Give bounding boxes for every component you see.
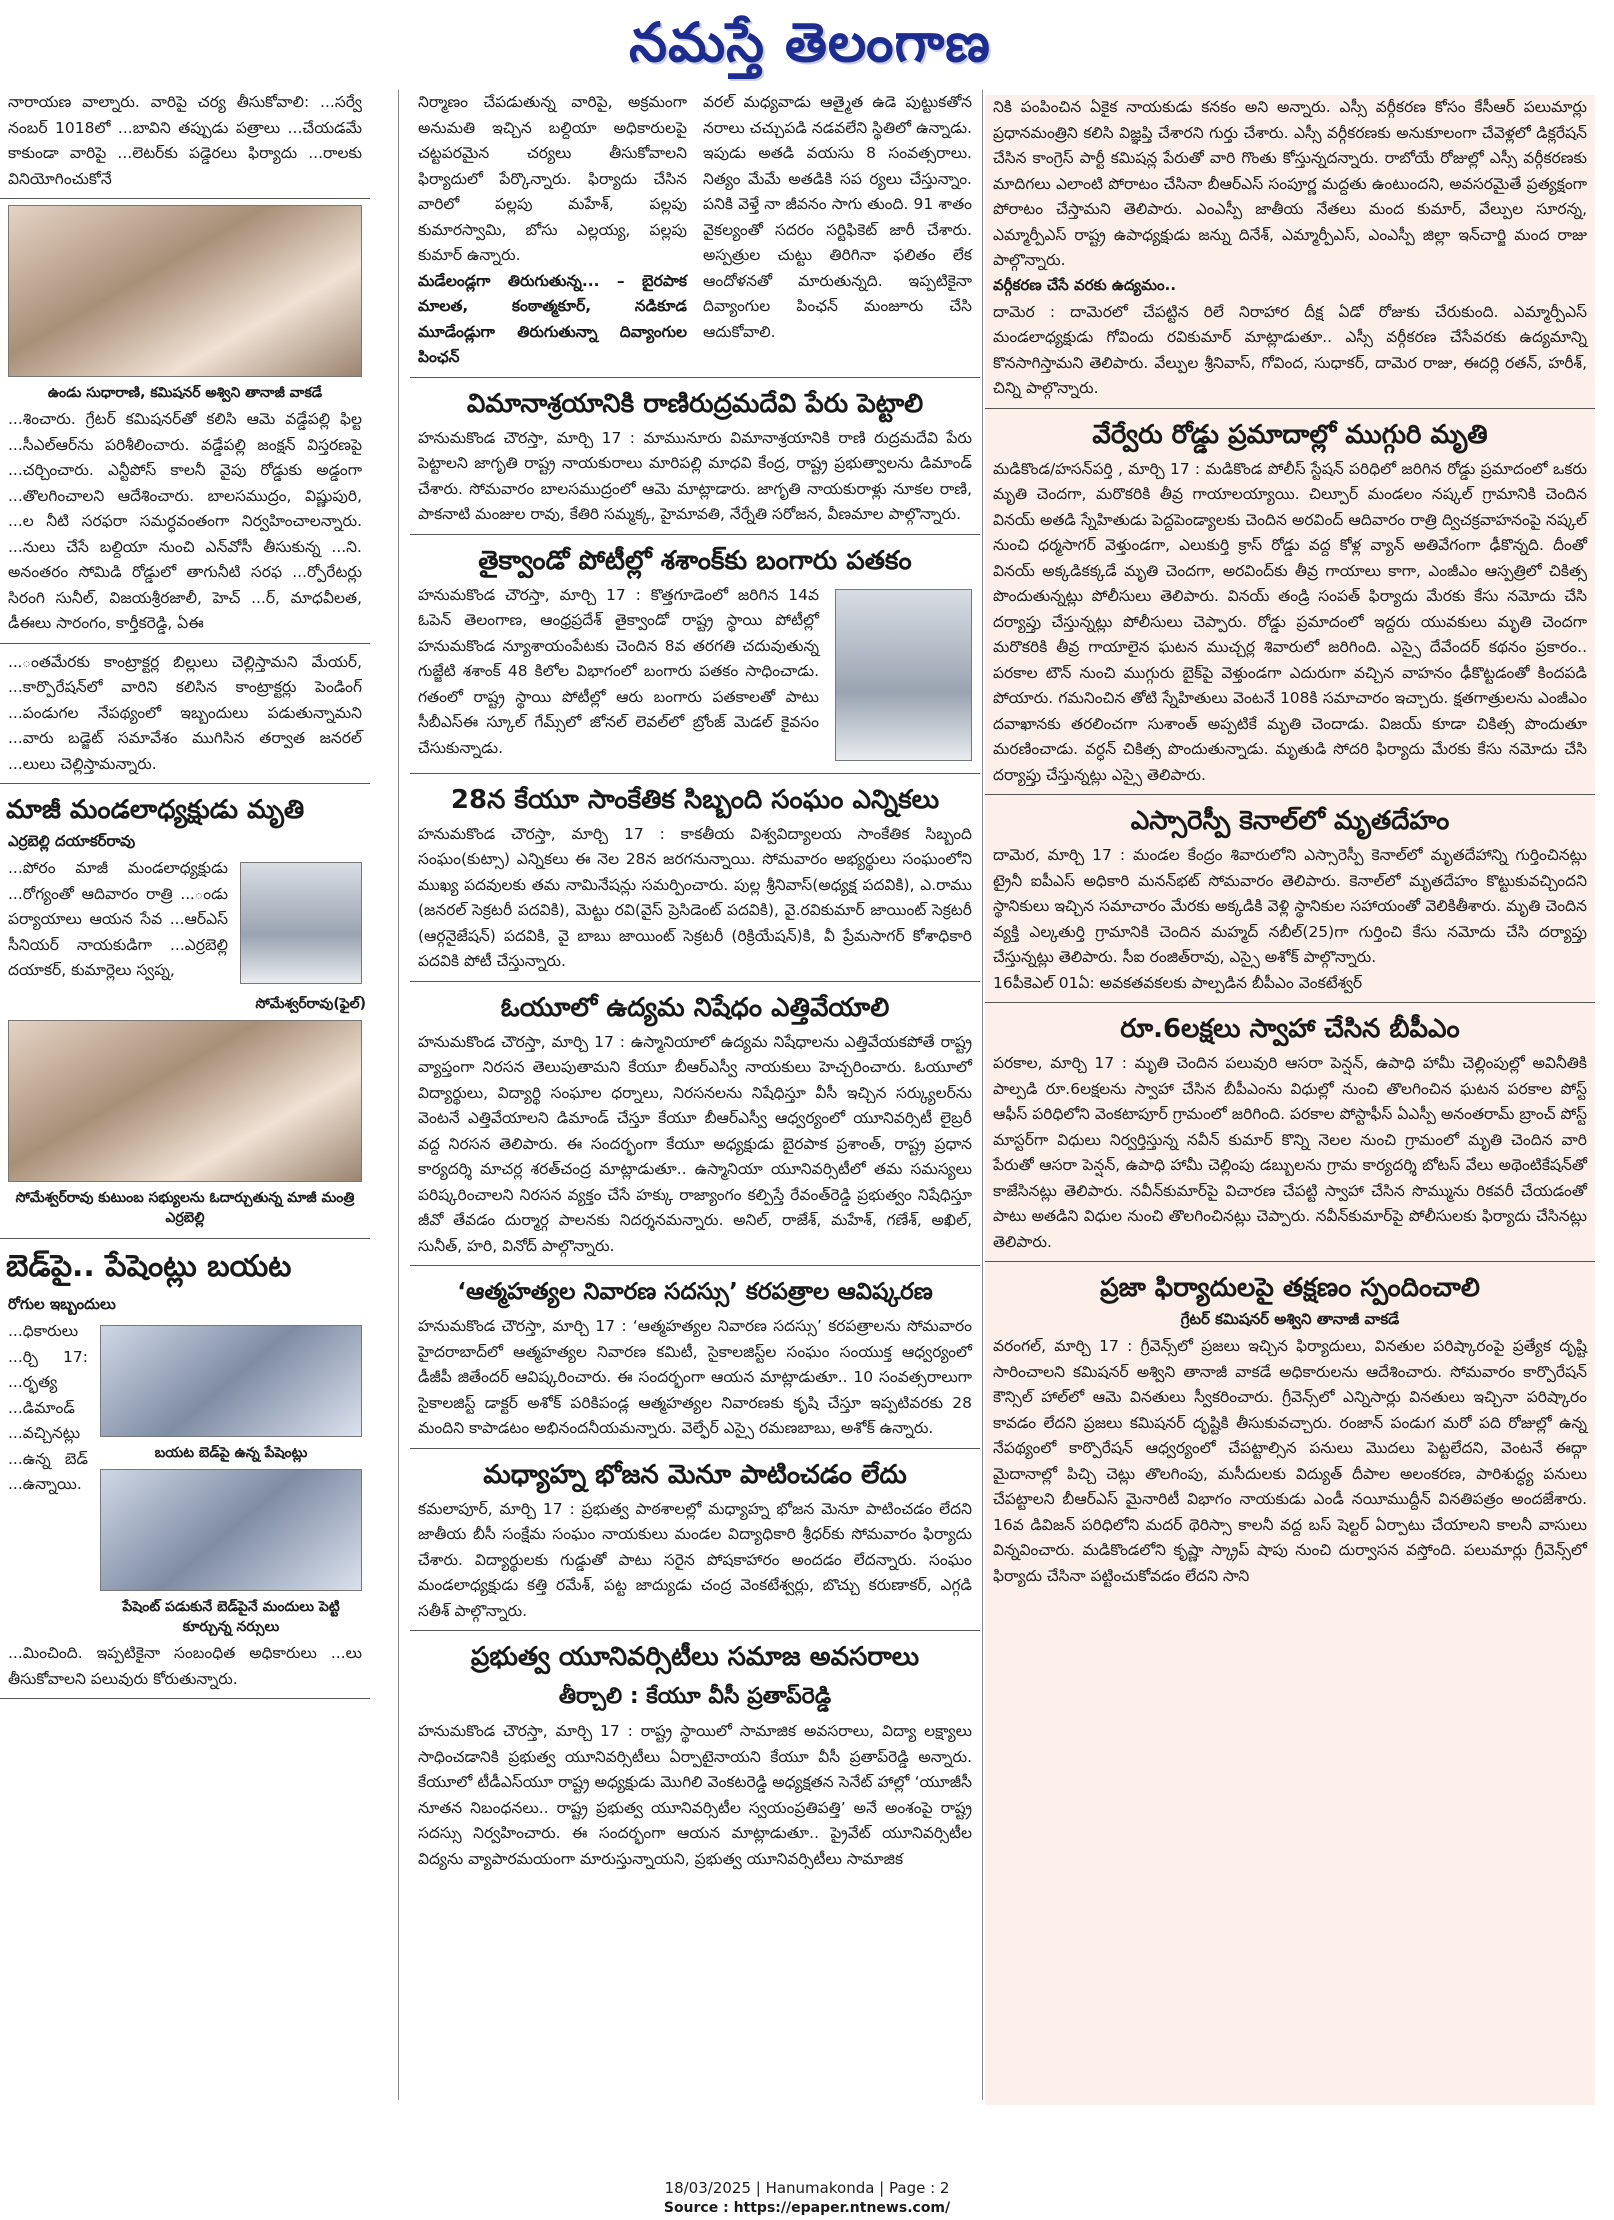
photo-caption: సోమేశ్వర్‌రావు కుటుంబ సభ్యులను ఓదార్చుతున్న మాజీ మంత్రి ఎర్రబెల్లి <box>15 1190 355 1226</box>
article-text: మడేలండ్లగా తిరుగుతున్న... – బైరపాక మాలత, కంఠాత్మకూర్, నడికూడ మూడేండ్లుగా తిరుగుతున్నా దివ్యాంగుల పింఛన్ <box>418 271 687 366</box>
story-fragment <box>0 407 370 644</box>
article-text: పరకాల, మార్చి 17 : మృతి చెందిన పలువురి ఆసరా పెన్షన్, ఉపాధి హామీ చెల్లింపుల్లో అవినీతికి పాల్పడి రూ.6లక్షలను స్వాహా చేసిన బీపీఎంను విధుల్లో నుంచి తొలగించిన ఘటన పరకాల పోస్ట్ ఆఫీస్ పరిధిలోని వెంకటాపూర్ గ్రామంలో జరిగింది. పరకాల పోస్టాఫీస్ ఏఎస్పీ అనంతరామ్ బ్రాంచ్ పోస్ట్ మాస్టర్‌గా విధులు నిర్వర్తిస్తున్న నవీన్ కుమార్ కొన్ని నెలల నుంచి గ్రామంలో మృతి చెందిన వారి పేరుతో ఆసరా పెన్షన్, ఉపాధి హామీ చెల్లింపు డబ్బులను గ్రామ కార్యదర్శి బోటస్ వేలు అథెంటికేషన్‌తో కాజేసినట్లు తెలిపారు. నవీన్‌కుమార్‌పై విచారణ చేపట్టి స్వాహా చేసిన సొమ్మును రికవరీ చేయడంతో పాటు అతడిని విధుల నుంచి తొలగించినట్లు చెప్పారు. నవీన్‌కుమార్‌పై పోలీసులకు ఫిర్యాదు చేసినట్లు తెలిపారు. <box>993 1054 1587 1251</box>
headline: ప్రభుత్వ యూనివర్సిటీలు సమాజ అవసరాలు <box>470 1642 920 1672</box>
edition-info: 18/03/2025 | Hanumakonda | Page : 2 <box>664 2179 950 2197</box>
article-text: ...ధికారులు ...ర్చి 17: ...ర్భత్య ...డిమాండ్ ...వచ్చినట్లు ...ఉన్న బెడ్ ...ఉన్నాయి. <box>8 1322 88 1493</box>
article-text: ...పోరం మాజీ మండలాధ్యక్షుడు ...రోగ్యంతో ఆదివారం రాత్రి ...ండు పర్యాయాలు ఆయన సేవ ...ఆర్‌ఎస్ సీనియర్ నాయకుడిగా ...ఎర్రబెల్లి దయాకర్, కుమార్లెలు స్వప్న, <box>8 859 228 979</box>
family-photo <box>8 1020 362 1182</box>
story-sc-categorization <box>985 95 1595 409</box>
hospital-ward-photo <box>100 1325 362 1437</box>
article-text: ...ంతమేరకు కాంట్రాక్టర్ల బిల్లులు చెల్లిస్తామని మేయర్, ...కార్పొరేషన్‌లో వారిని కలిసిన కాంట్రాక్టర్లు పెండింగ్ ...పండుగల నేపథ్యంలో ఇబ్బందులు పడుతున్నామని ...వారు బడ్జెట్ సమావేశం ముగిసిన తర్వాత జనరల్ ...లులు చెల్లిస్తామన్నారు. <box>8 652 362 773</box>
story-fragment <box>0 90 370 199</box>
article-text: ...శించారు. గ్రేటర్ కమిషనర్‌తో కలిసి ఆమె వడ్డేపల్లి ఫిల్ట ...సీఎల్‌ఆర్‌ను పరిశీలించారు. వడ్డేపల్లి జంక్షన్ విస్తరణపై ...చర్చించారు. ఎన్టీపోస్ కాలనీ వైపు రోడ్డుకు అడ్డంగా ...తొలగించాలని ఆదేశించారు. బాలసముద్రం, విష్ణుపురి, ...ల నీటి సరఫరా సమర్ధవంతంగా నిర్వహించాలన్నారు. ...నులు చేసే బల్దియా నుంచి ఎన్‌వోసీ తీసుకున్న ...ని. అనంతరం సోమిడి రోడ్డులో తాగునీటి సరఫ ...ర్పోరేటర్లు సిరంగి సునీల్, విజయశ్రీరజాలీ, హెచ్ ...ర్, మాధవీలత, డీఈలు సారంగం, కార్తీకరెడ్డి, ఏఈ <box>8 410 362 632</box>
headline: బెడ్‌పై.. పేషెంట్లు బయట <box>6 1249 292 1284</box>
article-text: హనుమకొండ చౌరస్తా, మార్చి 17 : రాష్ట్ర స్థాయిలో సామాజిక అవసరాలు, విద్యా లక్ష్యాలు సాధించడానికి ప్రభుత్వ యూనివర్సిటీలు ఏర్పాటైనాయని కేయూ వీసీ ప్రతాప్‌రెడ్డి అన్నారు. కేయూలో టీడీఎస్‌యూ రాష్ట్ర అధ్యక్షుడు మొగిలి వెంకటరెడ్డి అధ్యక్షతన సెనేట్ హాల్లో ‘యూజీసీ నూతన నిబంధనలు.. రాష్ట్ర ప్రభుత్వ యూనివర్సిటీల స్వయంప్రతిపత్తి’ అనే అంశంపై రాష్ట్ర సదస్సు నిర్వహించారు. ఈ సందర్భంగా ఆయన మాట్లాడుతూ.. ప్రైవేట్ యూనివర్సిటీల విద్యను వ్యాపారమయంగా మారుస్తున్నాయని, ప్రభుత్వ యూనివర్సిటీలు సామాజిక <box>418 1722 972 1868</box>
story-canal-body <box>985 803 1595 1003</box>
story-bpm-fraud <box>985 1011 1595 1262</box>
headline: ఓయూలో ఉద్యమ నిషేధం ఎత్తివేయాలి <box>500 992 890 1023</box>
portrait-photo <box>240 862 362 984</box>
article-text: వరల్ మధ్యవాడు ఆత్మైత ఉడె పుట్టుకతోన నరాలు చచ్చుపడి నడవలేని స్థితిలో ఉన్నాడు. ఇపుడు అతడి వయసు 8 సంవత్సరాలు. నిత్యం మేమే అతడికి సప ర్యలు చేస్తున్నాం. పనికి వెళ్తే నా జీవనం సాగు తుంది. 91 శాతం వైకల్యంతో సదరం సర్టిఫికెట్ జారీ చేశారు. అస్పత్రుల చుట్టు తిరిగినా ఫలితం లేక ఆందోళనతో మారుతున్నది. ఇప్పటికైనా దివ్యాంగుల పింఛన్ మంజూరు చేసి ఆదుకోవాలి. <box>703 93 972 341</box>
story-ou-protest <box>410 990 980 1267</box>
article-text: వరంగల్, మార్చి 17 : గ్రీవెన్స్‌లో ప్రజలు ఇచ్చిన ఫిర్యాదులు, వినతుల పరిష్కారంపై ప్రత్యేక దృష్టి సారించాలని కమిషనర్ అశ్విని తానాజీ వాకడే అధికారులను ఆదేశించారు. సోమవారం కార్పొరేషన్ కౌన్సిల్ హాల్‌లో ఆమె వినతులు స్వీకరించారు. గ్రీవెన్స్‌లో ఎన్నిసార్లు వినతులు ఇచ్చినా పరిష్కారం కావడం లేదని ప్రజలు కమిషనర్ దృష్టికి తీసుకువచ్చారు. రంజాన్ పండుగ మరో పది రోజుల్లో ఉన్న నేపథ్యంలో కార్పొరేషన్ ఆధ్వర్యంలో చేపట్టాల్సిన పనులు మొదలు పెట్టలేదని, వెంటనే ఈద్గా మైదానాల్లో పిచ్చి చెట్లు తొలగింపు, మసీదులకు విద్యుత్ దీపాల అలంకరణ, పారిశుద్ధ్య పనులు చేపట్టాలని బీఆర్‌ఎస్ మైనారిటీ విభాగం నాయకుడు ఎండీ నయీముద్దీన్ వినతిపత్రం అందజేశారు. 16వ డివిజన్ పరిధిలోని మదర్ థెరిస్సా కాలనీ వద్ద బస్ షెల్టర్ ఏర్పాటు చేయాలని కాలనీ వాసులు విన్నవించారు. మడికొండలోని కృష్ణా స్క్రాప్ షాపు నుంచి దుర్వాసన వస్తోంది. పలుమార్లు గ్రీవెన్స్‌లో ఫిర్యాదు చేసినా పట్టించుకోవడం లేదని సాని <box>993 1337 1587 1585</box>
story-fragment <box>410 90 980 378</box>
headline: 28న కేయూ సాంకేతిక సిబ్బంది సంఘం ఎన్నికలు <box>450 784 940 815</box>
athlete-photo <box>835 589 972 761</box>
article-text: హనుమకొండ చౌరస్తా, మార్చి 17 : మామునూరు విమానాశ్రయానికి రాణి రుద్రమదేవి పేరు పెట్టాలని జాగృతి రాష్ట్ర నాయకురాలు మారిపల్లి మాధవి కేంద్ర, రాష్ట్ర ప్రభుత్వాలను డిమాండ్ చేశారు. సోమవారం బాలసముద్రంలో ఆమె మాట్లాడారు. జాగృతి నాయకురాళ్లు నూకల రాణి, పాకనాటి మంజుల రావు, కేతిరి సమ్మక్క, హైమావతి, నేర్నేతి సరోజన, వీణమాల పాల్గొన్నారు. <box>418 428 972 523</box>
left-column <box>0 90 370 2110</box>
photo-caption: సోమేశ్వర్‌రావు(ఫైల్) <box>255 996 366 1012</box>
photo-caption: ఉండు సుధారాణి, కమిషనర్ అశ్విని తానాజీ వాకడే <box>47 385 323 401</box>
article-text: నికి పంపించిన ఏకైక నాయకుడు కనకం అని అన్నారు. ఎస్సీ వర్గీకరణ కోసం కేసీఆర్ పలుమార్లు ప్రధానమంత్రిని కలిసి విజ్ఞప్తి చేశారని గుర్తు చేశారు. ఎస్సీ వర్గీకరణకు అనుకూలంగా చేవెళ్లలో డిక్లరేషన్ చేసిన కాంగ్రెస్ పార్టీ కమిషన్ల పేరుతో వారి గొంతు కోస్తున్నదన్నారు. రాబోయే రోజుల్లో ఎస్సీ వర్గీకరణకు మాదిగలు ఎలాంటి పోరాటం చేసినా బీఆర్‌ఎస్ సంపూర్ణ మద్దతు ఉంటుందని, అవసరమైతే ప్రత్యక్షంగా పోరాటం చేస్తామని తెలిపారు. ఎంఎస్పీ జాతీయ నేతలు మంద కుమార్, వేల్పుల సూరన్న, ఎమ్మార్పీఎస్ రాష్ట్ర ఉపాధ్యక్షుడు జన్ను దినేశ్, ఎమ్మార్పీఎస్, ఎంఎస్పీ జిల్లా ఇన్‌చార్జి మంద రాజు పాల్గొన్నారు. <box>993 98 1587 269</box>
masthead-logo: నమస్తే తెలంగాణ <box>629 10 991 74</box>
story-fragment <box>0 650 370 785</box>
article-text: ...మించింది. ఇప్పటికైనా సంబంధిత అధికారులు ...లు తీసుకోవాలని పలువురు కోరుతున్నారు. <box>8 1644 362 1688</box>
headline: మాజీ మండలాధ్యక్షుడు మృతి <box>6 795 305 825</box>
headline: ‘ఆత్మహత్యల నివారణ సదస్సు’ కరపత్రాల ఆవిష్కరణ <box>457 1279 933 1305</box>
subheadline: రోగుల ఇబ్బందులు <box>8 1295 116 1313</box>
middle-column <box>410 90 980 2110</box>
story-taekwondo <box>410 543 980 774</box>
subheadline: వర్గీకరణ చేసే వరకు ఉద్యమం.. <box>993 275 1177 294</box>
story-suicide-prevention <box>410 1274 980 1449</box>
story-hospital-beds <box>0 1247 370 1699</box>
byline: గ్రేటర్ కమిషనర్ అశ్విని తానాజీ వాకడే <box>1180 1310 1400 1328</box>
meeting-photo <box>8 205 362 377</box>
headline: వేర్వేరు రోడ్డు ప్రమాదాల్లో ముగ్గురి మృతి <box>1092 419 1488 450</box>
headline: మధ్యాహ్న భోజన మెనూ పాటించడం లేదు <box>483 1459 907 1490</box>
article-text: మడికొండ/హసన్‌పర్తి , మార్చి 17 : మడికొండ పోలీస్ స్టేషన్ పరిధిలో జరిగిన రోడ్డు ప్రమాదంలో ఒకరు మృతి చెందగా, మరొకరికి తీవ్ర గాయాలయ్యాయి. చిల్పూర్ మండలం నష్కల్ గ్రామానికి చెందిన వినయ్ అతడి స్నేహితుడు పెద్దపెండ్యాలకు చెందిన అరవింద్ ఆదివారం రాత్రి ద్విచక్రవాహనంపై నష్కల్ నుంచి ధర్మసాగర్ వెళ్తుండగా, ఎలుకుర్తి క్రాస్ రోడ్డు వద్ద కోళ్ల వ్యాన్ అతివేగంగా ఢీకొన్నది. దీంతో వినయ్ అక్కడికక్కడే మృతి చెందగా, అరవింద్‌కు తీవ్ర గాయాలు కాగా, ఎంజీఎం ఆస్పత్రిలో చికిత్స పొందుతున్నట్లు పోలీసులు తెలిపారు. వినయ్ తండ్రి సంపత్ ఫిర్యాదు మేరకు కేసు నమోదు చేసి దర్యాప్తు చేస్తున్నట్లు పోలీసులు చెప్పారు. రోడ్డు ప్రమాదంలో ఇద్దరు యువకులు మృతి చెందగా మరొకరికి తీవ్ర గాయాలైన ఘటన ముచ్చర్ల శివారులో జరిగింది. ఎస్సై దేవేందర్ కథనం ప్రకారం.. పరకాల టౌన్ నుంచి ముగ్గురు బైక్‌పై వెళ్తుండగా ఎదురుగా వచ్చిన వాహనం ఢీకొట్టడంతో కిందపడి పోయారు. గమనించిన తోటి స్నేహితులు వెంటనే 108కి సమాచారం ఇచ్చారు. క్షతగాత్రులను ఎంజీఎం దవాఖానకు తరలించగా సుశాంత్ అప్పటికే మృతి చెందాడు. విజయ్ కూడా చికిత్స పొందుతూ మరణించాడు. వర్ధన్ చికిత్స పొందుతున్నాడు. మృతుడి సోదరి ఫిర్యాదు మేరకు కేసు నమోదు చేసి దర్యాప్తు చేస్తున్నట్లు ఎస్సై తెలిపారు. <box>993 459 1587 784</box>
page-footer <box>0 2178 1614 2198</box>
headline: తైక్వాండో పోటీల్లో శశాంక్‌కు బంగారు పతకం <box>478 545 912 576</box>
article-text: దామెర, మార్చి 17 : మండల కేంద్రం శివారులోని ఎస్సారెస్పీ కెనాల్‌లో మృతదేహాన్ని గుర్తించినట్లు ట్రైనీ ఐపీఎస్ అధికారి మనన్‌భట్ సోమవారం తెలిపారు. కెనాల్‌లో మృతదేహం కొట్టుకువచ్చిందని స్థానికులు ఇచ్చిన సమాచారం మేరకు అక్కడికి వెళ్లి స్థానికుల సహాయంతో వెలికితీశారు. మృతి చెందిన వ్యక్తి ఎల్కతుర్తి గ్రామానికి చెందిన మహ్మద్ నబీల్(25)గా గుర్తించి కేసు నమోదు చేసి దర్యాప్తు చేస్తున్నట్లు తెలిపారు. సీఐ రంజిత్‌రావు, ఎస్సై అశోక్ పాల్గొన్నారు. <box>993 846 1587 966</box>
story-universities <box>410 1639 980 1872</box>
photo-caption: బయట బెడ్‌పై ఉన్న పేషెంట్లు <box>154 1445 308 1461</box>
story-former-mandal-president <box>0 792 370 1239</box>
headline: విమానాశ్రయానికి రాణిరుద్రమదేవి పేరు పెట్టాలి <box>466 388 924 419</box>
article-text: దామెర : దామెరలో చేపట్టిన రిలే నిరాహార దీక్ష ఏడో రోజుకు చేరుకుంది. ఎమ్మార్పీఎస్ మండలాధ్యక్షుడు గోవిందు రవికుమార్ మాట్లాడుతూ.. ఎస్సీ వర్గీకరణ చేసేవరకు ఉద్యమాన్ని కొనసాగిస్తామని తెలిపారు. వేల్పుల శ్రీనివాస్, గోవింద, సుధాకర్, దామెర రాజు, ఈదర్లి రతన్, హరీశ్, చిన్ని పాల్గొన్నారు. <box>993 302 1587 397</box>
story-midday-meal <box>410 1457 980 1632</box>
article-text: నిర్మాణం చేపడుతున్న వారిపై, అక్రమంగా అనుమతి ఇచ్చిన బల్దియా అధికారులపై చట్టపరమైన చర్యలు తీసుకోవాలని ఫిర్యాదులో పేర్కొన్నారు. ఫిర్యాదు చేసిన వారిలో పల్లపు మహేశ్, పల్లపు కుమారస్వామి, బోసు ఎల్లయ్య, పల్లపు కుమార్ ఉన్నారు. <box>418 93 687 264</box>
headline: రూ.6లక్షలు స్వాహా చేసిన బీపీఎం <box>1120 1014 1460 1044</box>
headline: ప్రజా ఫిర్యాదులపై తక్షణం స్పందించాలి <box>1100 1273 1480 1303</box>
story-ku-elections <box>410 782 980 982</box>
story-grievances <box>985 1270 1595 1589</box>
article-text: కమలాపూర్, మార్చి 17 : ప్రభుత్వ పాఠశాలల్లో మధ్యాహ్న భోజన మెనూ పాటించడం లేదని జాతీయ బీసీ సంక్షేమ సంఘం నాయకులు మండల విద్యాధికారి శ్రీధర్‌కు సోమవారం ఫిర్యాదు చేశారు. విద్యార్థులకు గుడ్డుతో పాటు సరైన పోషకాహారం అందడం లేదన్నారు. సంఘం మండలాధ్యక్షుడు కత్తి రమేశ్, పట్ట జాద్యుడు చంద్ర వెంకటేశ్వర్లు, బొచ్చు కరుణాకర్, ఎగ్గడి సతీశ్ పాల్గొన్నారు. <box>418 1499 972 1620</box>
source-footer <box>0 2198 1614 2218</box>
article-text: హనుమకొండ చౌరస్తా, మార్చి 17 : ఉస్మానియాలో ఉద్యమ నిషేధాలను ఎత్తివేయకపోతే రాష్ట్ర వ్యాప్తంగా నిరసన తెలుపుతామని కేయూ బీఆర్‌ఎస్వీ నాయకులు హెచ్చరించారు. ఓయూలో విద్యార్థులు, విద్యార్థి సంఘాల ధర్నాలు, నిరసనలను నిషేధిస్తూ వీసీ ఇచ్చిన సర్క్యులర్‌ను వెంటనే ఎత్తివేయాలని డిమాండ్ చేస్తూ కేయూ బీఆర్‌ఎస్వీ ఆధ్వర్యంలో యూనివర్సిటీ లైబ్రరీ వద్ద నిరసన తెలిపారు. ఈ సందర్భంగా కేయూ అధ్యక్షుడు బైరపాక ప్రశాంత్, రాష్ట్ర ప్రధాన కార్యదర్శి మాచర్ల శరత్‌చంద్ర మాట్లాడుతూ.. ఉస్మానియా యూనివర్సిటీలో తమ సమస్యలు పరిష్కరించాలని నిరసన వ్యక్తం చేసే హక్కు రాజ్యాంగం కల్పిస్తే రేవంత్‌రెడ్డి ప్రభుత్వం నిషేధిస్తూ జీవో తేవడం దుర్మార్గ పాలనకు నిదర్శనమన్నారు. అనిల్, రాజేశ్, మహేశ్, గణేశ్, అఖిల్, సునీత్, హరి, వినోద్ పాల్గొన్నారు. <box>418 1032 972 1255</box>
source-link[interactable]: Source : https://epaper.ntnews.com/ <box>663 2200 951 2216</box>
headline: ఎస్సారెస్పీ కెనాల్‌లో మృతదేహం <box>1130 806 1450 836</box>
right-column <box>985 95 1595 2105</box>
photo-caption: పేషెంట్ పడుకునే బెడ్‌పైనే మందులు పెట్టి కూర్చున్న నర్సులు <box>122 1599 340 1635</box>
subheadline: తీర్చాలి : కేయూ వీసీ ప్రతాప్‌రెడ్డి <box>558 1684 832 1709</box>
article-text: హనుమకొండ చౌరస్తా, మార్చి 17 : ‘ఆత్మహత్యల నివారణ సదస్సు’ కరపత్రాలను సోమవారం హైదరాబాద్‌లో ఆత్మహత్యల నివారణ కమిటీ, సైకాలజిస్ట్‌ల సంఘం సంయుక్త ఆధ్వర్యంలో డీజీపీ జితేందర్ ఆవిష్కరించారు. ఈ సందర్భంగా ఆయన మాట్లాడుతూ.. 10 సంవత్సరాలుగా సైకాలజిస్ట్ డాక్టర్ అశోక్ పరికిపండ్ల ఆత్మహత్యల నివారణకు కృషి చేస్తూ ఇప్పటివరకు 28 మందిని కాపాడటం అభినందనీయమన్నారు. వెల్ఫేర్ ఎస్సై రమణబాబు, అశోక్ ఉన్నారు. <box>418 1317 972 1437</box>
article-text: 16పీకెఎల్ 01ఏ: అవకతవకలకు పాల్పడిన బీపీఎం వెంకటేశ్వర్ <box>993 973 1363 992</box>
story-airport-name <box>410 386 980 535</box>
story-road-accidents <box>985 417 1595 796</box>
article-text: నారాయణ వాల్నారు. వారిపై చర్య తీసుకోవాలి: ...సర్వే నంబర్ 1018లో ...బావిని తప్పుడు పత్రాలు ...చేయడమే కాకుండా వారిపై ...లెటర్‌కు పడ్డెరలు ఫిర్యాదు ...రాలకు వినియోగించుకోనే <box>8 93 362 188</box>
article-text: హనుమకొండ చౌరస్తా, మార్చి 17 : కాకతీయ విశ్వవిద్యాలయ సాంకేతిక సిబ్బంది సంఘం(కుట్సా) ఎన్నికలు ఈ నెల 28న జరగనున్నాయి. సోమవారం అభ్యర్థులు సంఘంలోని ముఖ్య పదవులకు తమ నామినేషన్లు సమర్పించారు. పుల్ల శ్రీనివాస్(అధ్యక్ష పదవికి), ఎ.రాము (జనరల్ సెక్రటరీ పదవికి), మెట్టు రవి(వైస్ ప్రెసిడెంట్ పదవికి), వై.రవికుమార్ జాయింట్ సెక్రటరీ (ఆర్గనైజేషన్) పదవికి, వై బాబు జాయింట్ సెక్రటరీ (రిక్రియేషన్)కి, వీ ప్రేమసాగర్ కోశాధికారి పదవికి పోటీ చేస్తున్నారు. <box>418 824 972 970</box>
nurses-photo <box>100 1469 362 1591</box>
column-divider <box>398 90 399 2100</box>
article-text: హనుమకొండ చౌరస్తా, మార్చి 17 : కొత్తగూడెంలో జరిగిన 14వ ఓపెన్ తెలంగాణ, ఆంధ్రప్రదేశ్ తైక్వాండో రాష్ట్ర స్థాయి పోటీల్లో హనుమకొండ న్యూశాయంపేటకు చెందిన 8వ తరగతి చదువుతున్న గుజ్జేటి శశాంక్ 48 కిలోల విభాగంలో బంగారు పతకం సాధించాడు. గతంలో రాష్ట్ర స్థాయి పోటీల్లో ఆరు బంగారు పతకాలతో పాటు సీబీఎస్‌ఈ స్కూల్ గేమ్స్‌లో జోనల్ లెవల్‌లో బ్రోంజ్ మెడల్ కైవసం చేసుకున్నాడు. <box>418 585 819 757</box>
column-divider <box>982 90 983 2100</box>
byline: ఎర్రబెల్లి దయాకర్‌రావు <box>8 832 136 850</box>
